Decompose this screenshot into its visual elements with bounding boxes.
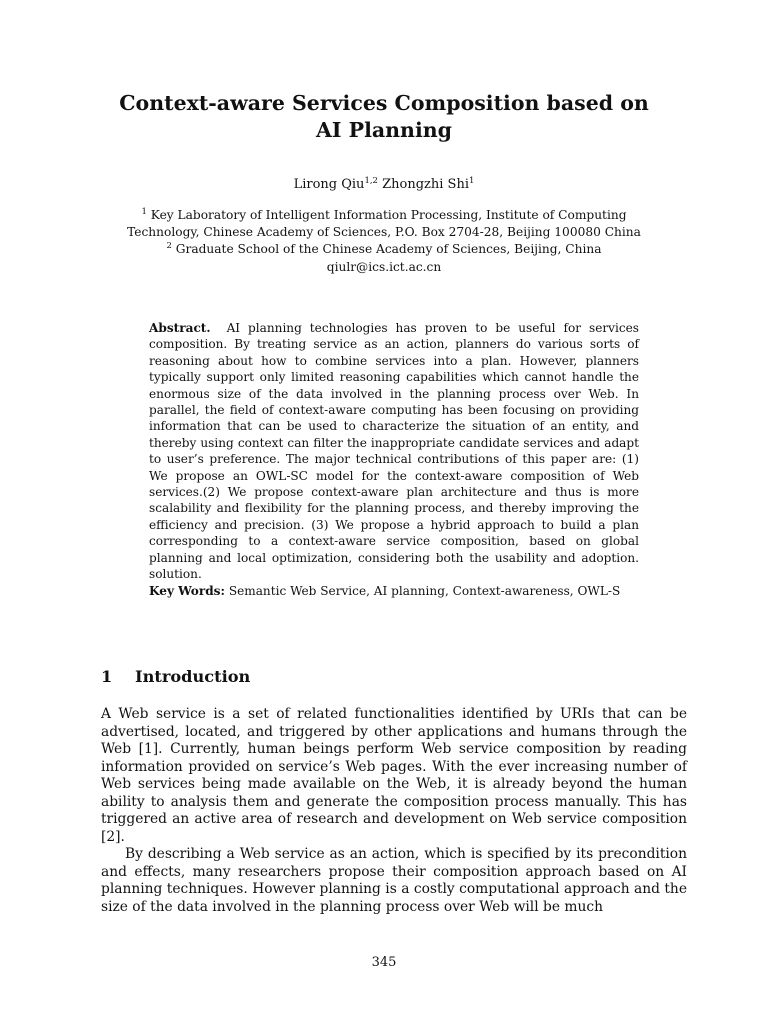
affiliation-1 xyxy=(90,207,678,224)
author-email: qiulr@ics.ict.ac.cn xyxy=(326,259,442,274)
author-affiliation-mark: 1,2 xyxy=(364,176,378,186)
affiliation-mark: 2 xyxy=(166,241,172,252)
abstract-label: Abstract. xyxy=(149,321,211,335)
affiliation-text: Graduate School of the Chinese Academy of Sciences, Beijing, China xyxy=(175,242,602,257)
page-number: 345 xyxy=(371,955,397,970)
affiliations xyxy=(90,207,678,276)
title-line-2: AI Planning xyxy=(316,118,452,142)
section-title: Introduction xyxy=(135,667,251,686)
author-name: Lirong Qiu xyxy=(293,177,365,192)
keywords-paragraph xyxy=(149,583,639,599)
section-heading xyxy=(101,667,250,687)
author-list xyxy=(60,176,708,193)
body-paragraph: By describing a Web service as an action, which is specified by its precondition and effects, many researchers propose their composition approach based on AI planning techniques. However planning is a costly computational approach and the size of the data involved in the planning process over Web will be much xyxy=(101,846,687,915)
affiliation-text: Key Laboratory of Intelligent Information Processing, Institute of Computing xyxy=(150,208,627,222)
keywords-text: Semantic Web Service, AI planning, Context-awareness, OWL-S xyxy=(228,583,621,598)
paper-title xyxy=(60,90,708,144)
section-number: 1 xyxy=(101,667,113,686)
affiliation-1-continued: Technology, Chinese Academy of Sciences, P.O. Box 2704-28, Beijing 100080 China xyxy=(127,225,641,240)
title-line-1: Context-aware Services Composition based on xyxy=(119,91,649,115)
abstract-paragraph xyxy=(149,320,639,583)
affiliation-mark: 1 xyxy=(141,207,147,217)
introduction-body xyxy=(101,706,687,916)
keywords-label: Key Words: xyxy=(149,583,225,598)
abstract-block xyxy=(149,320,639,599)
body-paragraph: A Web service is a set of related functionalities identified by URIs that can be advertised, located, and triggered by other applications and humans through the Web [1]. Currently, human beings perform Web service composition by reading information provided on service’s Web pages. With the ever increasing number of Web services being made available on the Web, it is already beyond the human ability to analysis them and generate the composition process manually. This has triggered an active area of research and development on Web service composition [2]. xyxy=(101,706,687,845)
abstract-text: AI planning technologies has proven to be useful for services composition. By treating service as an action, planners do various sorts of reasoning about how to combine services into a plan. However, planners typically support only limited reasoning capabilities which cannot handle the enormous size of the data involved in the planning process over Web. In parallel, the field of context-aware computing has been focusing on providing information that can be used to characterize the situation of an entity, and thereby using context can filter the inappropriate candidate services and adapt to user’s preference. The major technical contributions of this paper are: (1) We propose an OWL-SC model for the context-aware composition of Web services.(2) We propose context-aware plan architecture and thus is more scalability and flexibility for the planning process, and thereby improving the efficiency and precision. (3) We propose a hybrid approach to build a plan corresponding to a context-aware service composition, based on global planning and local optimization, considering both the usability and adoption. solution. xyxy=(149,321,639,582)
author-name: Zhongzhi Shi xyxy=(382,177,469,192)
author-affiliation-mark: 1 xyxy=(468,176,475,186)
affiliation-2 xyxy=(90,241,678,258)
